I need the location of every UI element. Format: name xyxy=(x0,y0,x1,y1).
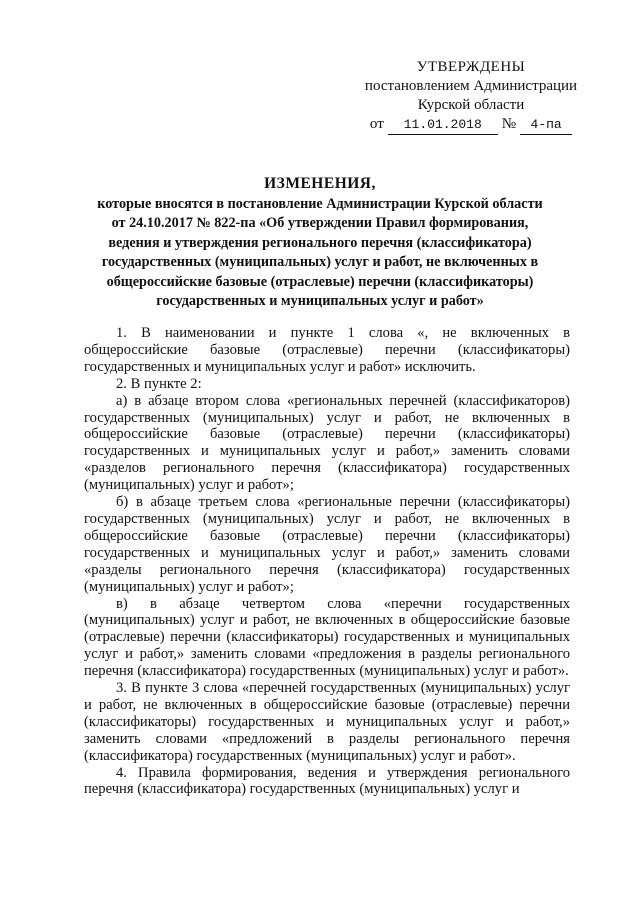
approval-line-1: постановлением Администрации xyxy=(364,78,578,94)
heading-line: государственных и муниципальных услуг и работ» xyxy=(156,293,484,309)
paragraph-subitem-a: а) в абзаце втором слова «региональных перечней (классификаторов) государственных (муниципальных) услуг и работ, не включенных в общероссийские базовые (отраслевые) перечни (классификаторы) государственных и муниципальных услуг и работ,» заменить словами «разделов регионального перечня (классификатора) государственных (муниципальных) услуг и работ»; xyxy=(84,392,570,494)
heading-line: ведения и утверждения регионального перечня (классификатора) xyxy=(108,234,532,251)
date-prefix: от xyxy=(369,116,384,132)
approval-number: 4-па xyxy=(520,115,572,135)
paragraph-item-1: 1. В наименовании и пункте 1 слова «, не включенных в общероссийские базовые (отраслевые) перечни (классификаторы) государственных и муниципальных услуг и работ» исключить. xyxy=(84,325,570,375)
approval-stamp xyxy=(356,58,586,135)
paragraph-item-2: 2. В пункте 2: xyxy=(116,375,202,392)
paragraph-item-3: 3. В пункте 3 слова «перечней государственных (муниципальных) услуг и работ, не включенных в общероссийские базовые (отраслевые) перечни (классификаторы) государственных и муниципальных услуг и работ,» заменить словами «предложений в разделы регионального перечня (классификатора) государственных (муниципальных) услуг и работ». xyxy=(84,680,570,764)
heading-line: общероссийские базовые (отраслевые) перечни (классификаторы) xyxy=(106,273,534,290)
heading-line: от 24.10.2017 № 822-па «Об утверждении Правил формирования, xyxy=(111,215,529,231)
number-prefix: № xyxy=(501,116,517,132)
paragraph-item-4: 4. Правила формирования, ведения и утверждения регионального перечня (классификатора) государственных (муниципальных) услуг и xyxy=(84,764,570,798)
heading-line: государственных (муниципальных) услуг и работ, не включенных в xyxy=(101,254,539,270)
document-body xyxy=(84,325,570,798)
document-heading xyxy=(80,174,560,312)
approval-line-2: Курской области xyxy=(417,97,525,113)
paragraph-subitem-b: б) в абзаце третьем слова «региональные перечни (классификаторы) государственных (муниципальных) услуг и работ, не включенных в общероссийские базовые (отраслевые) перечни (классификаторы) государственных и муниципальных услуг и работ,» заменить словами «разделы регионального перечня (классификатора) государственных (муниципальных) услуг и работ»; xyxy=(84,494,570,595)
approval-date: 11.01.2018 xyxy=(388,115,498,135)
paragraph-subitem-v: в) в абзаце четвертом слова «перечни государственных (муниципальных) услуг и работ, не включенных в общероссийские базовые (отраслевые) перечни (классификаторы) государственных и муниципальных услуг и работ,» заменить словами «предложения в разделы регионального перечня (классификатора) государственных (муниципальных) услуг и работ». xyxy=(84,595,570,680)
approval-date-row xyxy=(356,115,586,135)
heading-title: ИЗМЕНЕНИЯ, xyxy=(264,175,376,192)
approval-title: УТВЕРЖДЕНЫ xyxy=(416,59,526,75)
heading-line: которые вносятся в постановление Администрации Курской области xyxy=(97,195,543,212)
